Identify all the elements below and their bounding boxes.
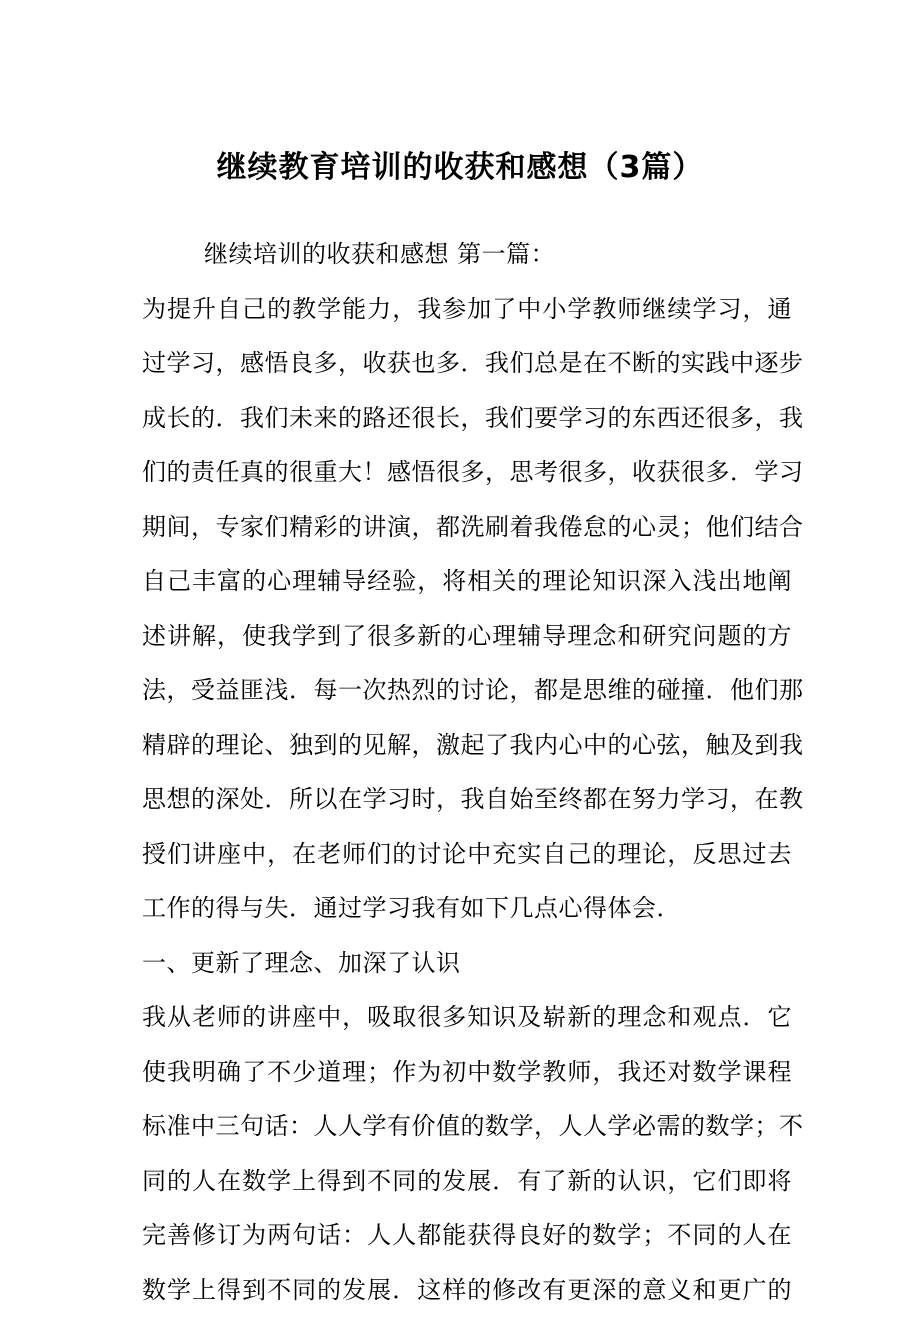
paragraph-line: 数学上得到不同的发展．这样的修改有更深的意义和更广的 xyxy=(142,1263,792,1317)
paragraph-line: 同的人在数学上得到不同的发展．有了新的认识，它们即将 xyxy=(142,1154,792,1209)
paragraph-line: 完善修订为两句话：人人都能获得良好的数学；不同的人在 xyxy=(142,1208,792,1263)
paragraph-line: 思想的深处．所以在学习时，我自始至终都在努力学习，在教 xyxy=(142,772,792,827)
section-heading: 一、更新了理念、加深了认识 xyxy=(142,936,792,991)
paragraph-line: 使我明确了不少道理；作为初中数学教师，我还对数学课程 xyxy=(142,1045,792,1100)
paragraph-line: 标准中三句话：人人学有价值的数学，人人学必需的数学；不 xyxy=(142,1099,792,1154)
paragraph-line: 我从老师的讲座中，吸取很多知识及崭新的理念和观点．它 xyxy=(142,990,792,1045)
paragraph-line: 成长的．我们未来的路还很长，我们要学习的东西还很多，我 xyxy=(142,391,792,446)
paragraph-line: 述讲解，使我学到了很多新的心理辅导理念和研究问题的方 xyxy=(142,609,792,664)
paragraph-line: 精辟的理论、独到的见解，激起了我内心中的心弦，触及到我 xyxy=(142,718,792,773)
paragraph-line: 期间，专家们精彩的讲演，都洗刷着我倦怠的心灵；他们结合 xyxy=(142,500,792,555)
document-body xyxy=(142,227,792,1317)
paragraph-line: 过学习，感悟良多，收获也多．我们总是在不断的实践中逐步 xyxy=(142,336,792,391)
paragraph-line: 工作的得与失．通过学习我有如下几点心得体会． xyxy=(142,881,792,936)
paragraph-1 xyxy=(142,282,792,936)
paragraph-line: 法，受益匪浅．每一次热烈的讨论，都是思维的碰撞．他们那 xyxy=(142,663,792,718)
document-title: 继续教育培训的收获和感想（3篇） xyxy=(0,143,920,193)
paragraph-2 xyxy=(142,990,792,1317)
paragraph-line: 自己丰富的心理辅导经验，将相关的理论知识深入浅出地阐 xyxy=(142,554,792,609)
section-subtitle: 继续培训的收获和感想 第一篇： xyxy=(142,227,792,282)
paragraph-line: 为提升自己的教学能力，我参加了中小学教师继续学习，通 xyxy=(142,282,792,337)
paragraph-line: 们的责任真的很重大！感悟很多，思考很多，收获很多．学习 xyxy=(142,445,792,500)
paragraph-line: 授们讲座中，在老师们的讨论中充实自己的理论，反思过去 xyxy=(142,827,792,882)
